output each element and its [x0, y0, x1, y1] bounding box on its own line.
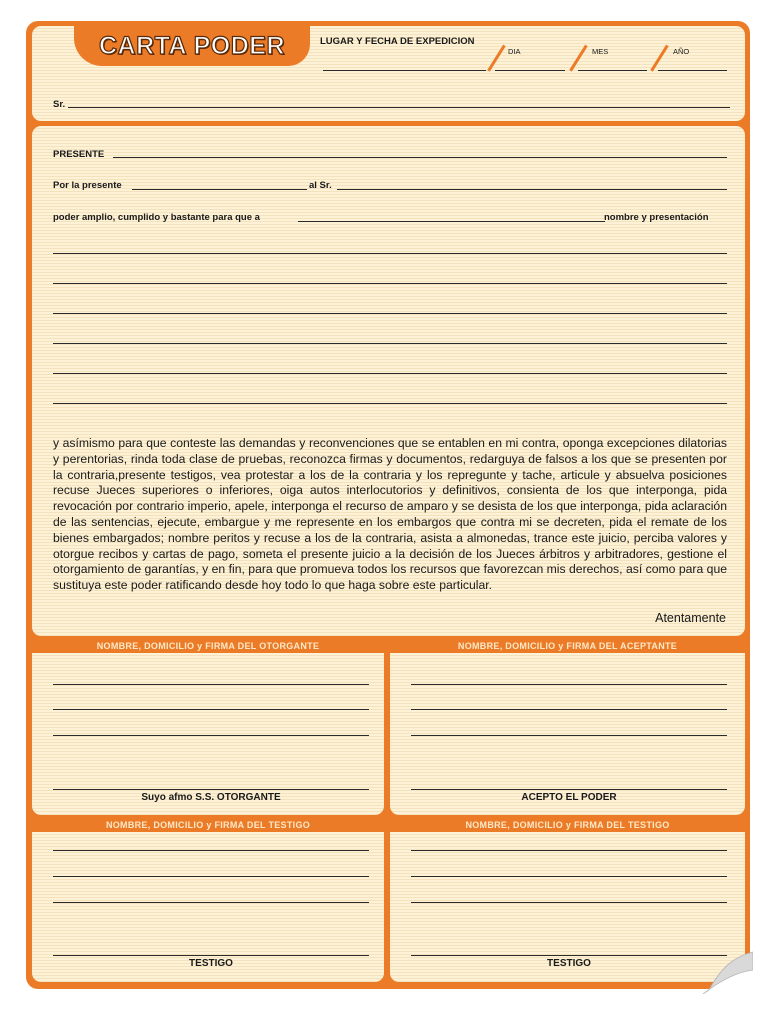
recipient-label: Sr.: [53, 99, 66, 110]
testigo2-line[interactable]: [411, 902, 727, 903]
testigo1-line[interactable]: [53, 850, 369, 851]
aceptante-line[interactable]: [411, 735, 727, 736]
testigo1-label: TESTIGO: [189, 958, 233, 969]
purpose-line[interactable]: [53, 313, 727, 314]
title-banner: [74, 26, 310, 66]
aceptante-section-header: NOMBRE, DOMICILIO y FIRMA DEL ACEPTANTE: [457, 641, 678, 651]
place-date-field[interactable]: [323, 70, 486, 71]
otorgante-signature-line[interactable]: [53, 789, 369, 790]
closing-text: Atentamente: [655, 611, 726, 625]
presente-label: PRESENTE: [53, 149, 105, 160]
recipient-field[interactable]: [68, 107, 730, 108]
page-title: CARTA PODER: [98, 31, 286, 60]
grantor-name-field[interactable]: [132, 189, 307, 190]
aceptante-panel: [390, 653, 745, 815]
otorgante-line[interactable]: [53, 684, 369, 685]
place-date-label: LUGAR Y FECHA DE EXPEDICION: [320, 36, 475, 47]
year-label: AÑO: [673, 47, 690, 56]
month-field[interactable]: [578, 70, 647, 71]
poder-amplio-label: poder amplio, cumplido y bastante para que a: [53, 212, 260, 223]
page-curl-icon: [703, 950, 753, 994]
day-label: DIA: [508, 47, 521, 56]
day-field[interactable]: [495, 70, 565, 71]
testigo1-section-header: NOMBRE, DOMICILIO y FIRMA DEL TESTIGO: [105, 820, 311, 830]
otorgante-line[interactable]: [53, 735, 369, 736]
testigo2-section-header: NOMBRE, DOMICILIO y FIRMA DEL TESTIGO: [465, 820, 670, 830]
grantee-name-field[interactable]: [337, 189, 727, 190]
por-la-presente-label: Por la presente: [53, 180, 122, 191]
purpose-line[interactable]: [53, 373, 727, 374]
aceptante-line[interactable]: [411, 684, 727, 685]
testigo2-label: TESTIGO: [547, 958, 591, 969]
testigo1-line[interactable]: [53, 876, 369, 877]
aceptante-line[interactable]: [411, 709, 727, 710]
month-label: MES: [592, 47, 609, 56]
presente-field[interactable]: [113, 157, 727, 158]
testigo2-line[interactable]: [411, 850, 727, 851]
powers-paragraph: y asímismo para que conteste las demandas y reconvenciones que se entablen en mi contra, oponga excepciones dilatorias y perentorias, rinda toda clase de pruebas, reconozca firmas y documentos, redarguya de falsos a los que se presenten por la contraria,presente testigos, vea protestar a los de la contraria y los repregunte y tache, articule y absuelva posiciones recuse Jueces superiores o inferiores, oiga autos interlocutorios y definitivos, consienta de los que interponga, pida revocación por contrario imperio, apele, interponga el recurso de amparo y se desista de los que interponga, pida aclaración de las sentencias, ejecute, embargue y me represente en los embargos que contra mi se decreten, pida el remate de los bienes embargados; nombre peritos y recuse a los de la contraria, asista a almonedas, trance este juicio, perciba valores y otorgue recibos y cartas de pago, someta el presente juicio a la decisión de los Jueces árbitros y arbitradores, gestione el otorgamiento de garantías, y en fin, para que promueva todos los recursos que favorezcan mis derechos, así como para que sustituya este poder ratificando desde hoy todo lo que haga sobre este particular.: [53, 436, 727, 593]
purpose-line[interactable]: [53, 403, 727, 404]
testigo2-line[interactable]: [411, 876, 727, 877]
testigo2-signature-line[interactable]: [411, 955, 727, 956]
otorgante-section-header: NOMBRE, DOMICILIO y FIRMA DEL OTORGANTE: [96, 641, 320, 651]
al-sr-label: al Sr.: [309, 180, 332, 191]
purpose-line[interactable]: [53, 343, 727, 344]
testigo1-line[interactable]: [53, 902, 369, 903]
otorgante-panel: [32, 653, 384, 815]
purpose-line[interactable]: [53, 253, 727, 254]
aceptante-label: ACEPTO EL PODER: [521, 792, 617, 803]
testigo1-signature-line[interactable]: [53, 955, 369, 956]
aceptante-signature-line[interactable]: [411, 789, 727, 790]
otorgante-label: Suyo afmo S.S. OTORGANTE: [141, 792, 281, 803]
nombre-presentacion-label: nombre y presentación: [604, 212, 709, 223]
purpose-line[interactable]: [53, 283, 727, 284]
otorgante-line[interactable]: [53, 709, 369, 710]
purpose-field[interactable]: [298, 221, 605, 222]
year-field[interactable]: [658, 70, 727, 71]
